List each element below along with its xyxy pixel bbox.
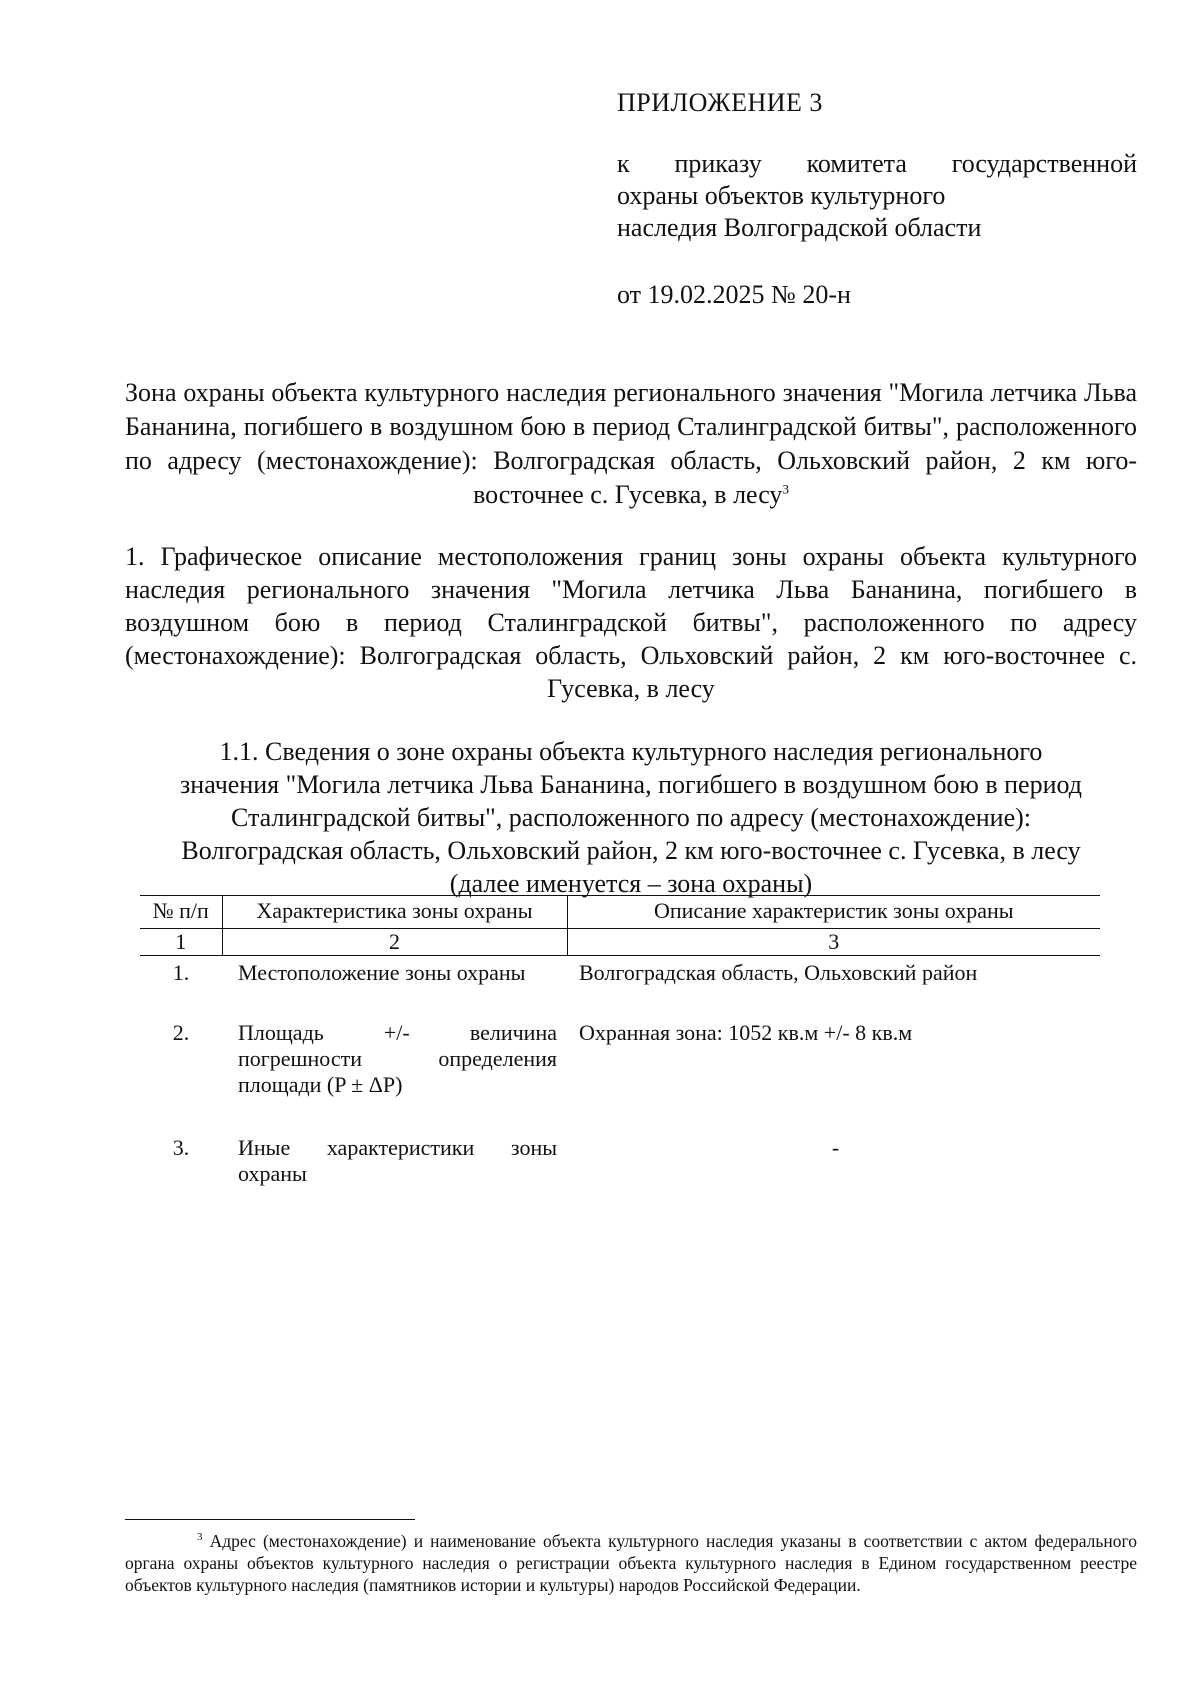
order-date: от 19.02.2025 № 20-н	[617, 280, 851, 309]
footnote-ref-marker: 3	[782, 481, 789, 497]
footnote-number: 3	[197, 1531, 203, 1544]
column-number-1: 1	[140, 929, 222, 956]
row-characteristic: Местоположение зоны охраны	[238, 960, 526, 985]
subsection-line-1: 1.1. Сведения о зоне охраны объекта культурного наследия регионального	[219, 737, 1043, 766]
row-num: 1.	[172, 960, 190, 985]
subsection-line-4: Волгоградская область, Ольховский район, 2 км юго-восточнее с. Гусевка, в лесу	[181, 836, 1081, 865]
row-num: 3.	[172, 1135, 190, 1160]
row-description: Охранная зона: 1052 кв.м +/- 8 кв.м	[579, 1020, 913, 1045]
table-row	[140, 1131, 1100, 1196]
zone-title-text: Зона охраны объекта культурного наследия регионального значения "Могила летчика Льва Бананина, погибшего в воздушном бою в период Сталинградской битвы", расположенного по адресу (местонахождение): Волгоградская область, Ольховский район, 2 км юго-восточнее с. Гусевка, в лесу	[125, 378, 1137, 509]
header-characteristic: Характеристика зоны охраны	[222, 896, 567, 929]
row-characteristic: Площадь +/- величина погрешности определения площади (P ± ΔP)	[238, 1020, 557, 1097]
header-num: № п/п	[140, 896, 222, 929]
order-reference	[617, 148, 1137, 244]
table-header-row	[140, 896, 1100, 929]
subsection-line-2: значения "Могила летчика Льва Бананина, погибшего в воздушном бою в период	[180, 770, 1082, 799]
column-number-2: 2	[222, 929, 567, 956]
zone-table-container	[140, 895, 1100, 1196]
row-description: Волгоградская область, Ольховский район	[579, 960, 978, 985]
zone-title	[125, 376, 1137, 512]
order-reference-line-2: охраны объектов культурного	[617, 181, 946, 210]
subsection-1-1-heading	[125, 735, 1137, 900]
footnote	[125, 1530, 1137, 1596]
table-row	[140, 1016, 1100, 1131]
appendix-title: ПРИЛОЖЕНИЕ 3	[617, 88, 823, 117]
order-reference-line-3: наследия Волгоградской области	[617, 213, 982, 242]
row-description: -	[831, 1135, 840, 1160]
subsection-line-5: (далее именуется – зона охраны)	[449, 869, 813, 898]
row-characteristic: Иные характеристики зоны охраны	[238, 1135, 557, 1186]
subsection-line-3: Сталинградской битвы", расположенного по адресу (местонахождение):	[230, 803, 1032, 832]
footnote-text: Адрес (местонахождение) и наименование объекта культурного наследия указаны в соответствии с актом федерального органа охраны объектов культурного наследия о регистрации объекта культурного наследия в Едином государственном реестре объектов культурного наследия (памятников истории и культуры) народов Российской Федерации.	[125, 1531, 1137, 1595]
order-reference-line-1: к приказу комитета государственной	[617, 149, 1137, 178]
table-row	[140, 956, 1100, 1017]
section-1-heading: 1. Графическое описание местоположения границ зоны охраны объекта культурного наследия регионального значения "Могила летчика Льва Бананина, погибшего в воздушном бою в период Сталинградской битвы", расположенного по адресу (местонахождение): Волгоградская область, Ольховский район, 2 км юго-восточнее с. Гусевка, в лесу	[125, 542, 1137, 703]
row-num: 2.	[172, 1020, 190, 1045]
column-number-3: 3	[567, 929, 1100, 956]
zone-characteristics-table	[140, 895, 1100, 1196]
header-description: Описание характеристик зоны охраны	[567, 896, 1100, 929]
table-column-numbers-row	[140, 929, 1100, 956]
footnote-divider	[125, 1519, 415, 1520]
